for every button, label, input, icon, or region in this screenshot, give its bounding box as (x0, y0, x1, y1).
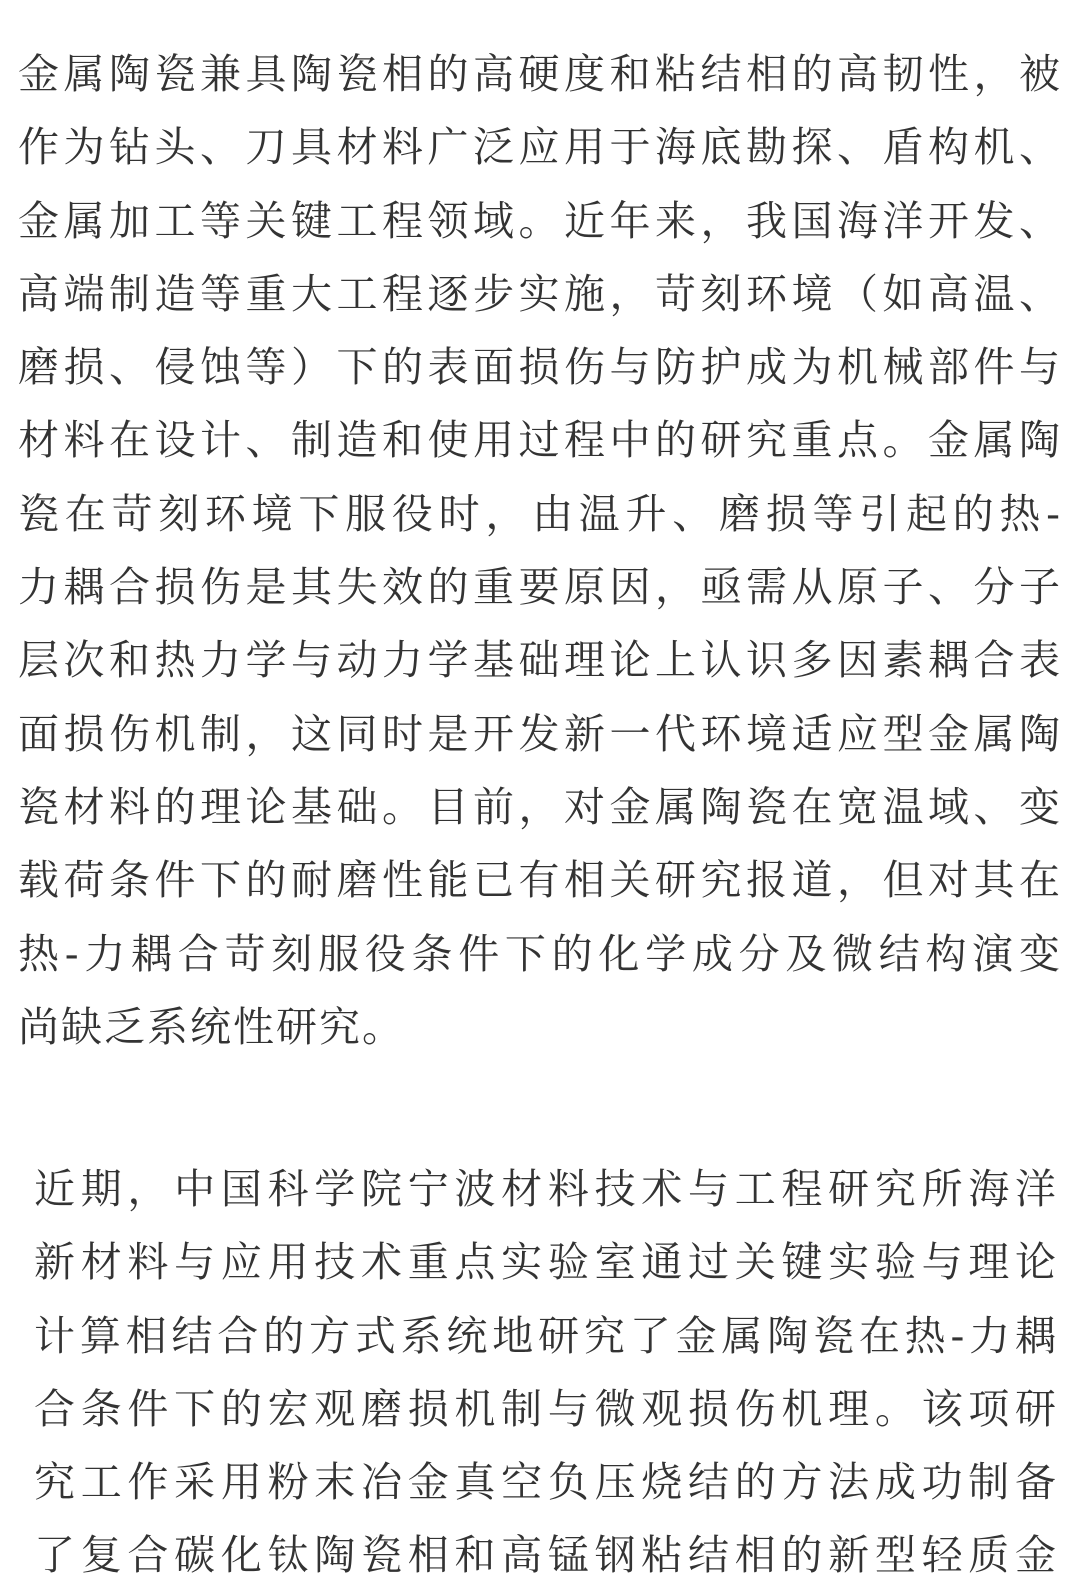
text-line: 新材料与应用技术重点实验室通过关键实验与理论 (34, 1238, 1058, 1287)
text-line: 材料在设计、制造和使用过程中的研究重点。金属陶 (18, 416, 1062, 465)
text-line: 近期，中国科学院宁波材料技术与工程研究所海洋 (34, 1165, 1058, 1213)
paragraph-2 (34, 1153, 1058, 1593)
paragraph-1 (18, 38, 1062, 1064)
text-line: 金属加工等关键工程领域。近年来，我国海洋开发、 (18, 196, 1062, 245)
text-line: 作为钻头、刀具材料广泛应用于海底勘探、盾构机、 (18, 123, 1062, 172)
text-line: 层次和热力学与动力学基础理论上认识多因素耦合表 (18, 636, 1062, 685)
text-line: 热-力耦合苛刻服役条件下的化学成分及微结构演变 (18, 929, 1062, 978)
text-line: 尚缺乏系统性研究。 (18, 1002, 405, 1051)
text-line: 计算相结合的方式系统地研究了金属陶瓷在热-力耦 (34, 1311, 1058, 1360)
text-line: 磨损、侵蚀等）下的表面损伤与防护成为机械部件与 (18, 343, 1062, 392)
text-line: 力耦合损伤是其失效的重要原因，亟需从原子、分子 (18, 563, 1062, 612)
text-line: 合条件下的宏观磨损机制与微观损伤机理。该项研 (34, 1384, 1058, 1433)
text-line: 面损伤机制，这同时是开发新一代环境适应型金属陶 (18, 709, 1062, 758)
text-line: 瓷在苛刻环境下服役时，由温升、磨损等引起的热- (18, 489, 1062, 538)
text-line: 金属陶瓷兼具陶瓷相的高硬度和粘结相的高韧性，被 (18, 50, 1062, 98)
text-line: 瓷材料的理论基础。目前，对金属陶瓷在宽温域、变 (18, 782, 1062, 831)
text-line: 载荷条件下的耐磨性能已有相关研究报道，但对其在 (18, 856, 1062, 905)
text-line: 高端制造等重大工程逐步实施，苛刻环境（如高温、 (18, 269, 1062, 318)
text-line: 究工作采用粉末冶金真空负压烧结的方法成功制备 (34, 1458, 1058, 1507)
text-line: 了复合碳化钛陶瓷相和高锰钢粘结相的新型轻质金 (34, 1531, 1058, 1580)
